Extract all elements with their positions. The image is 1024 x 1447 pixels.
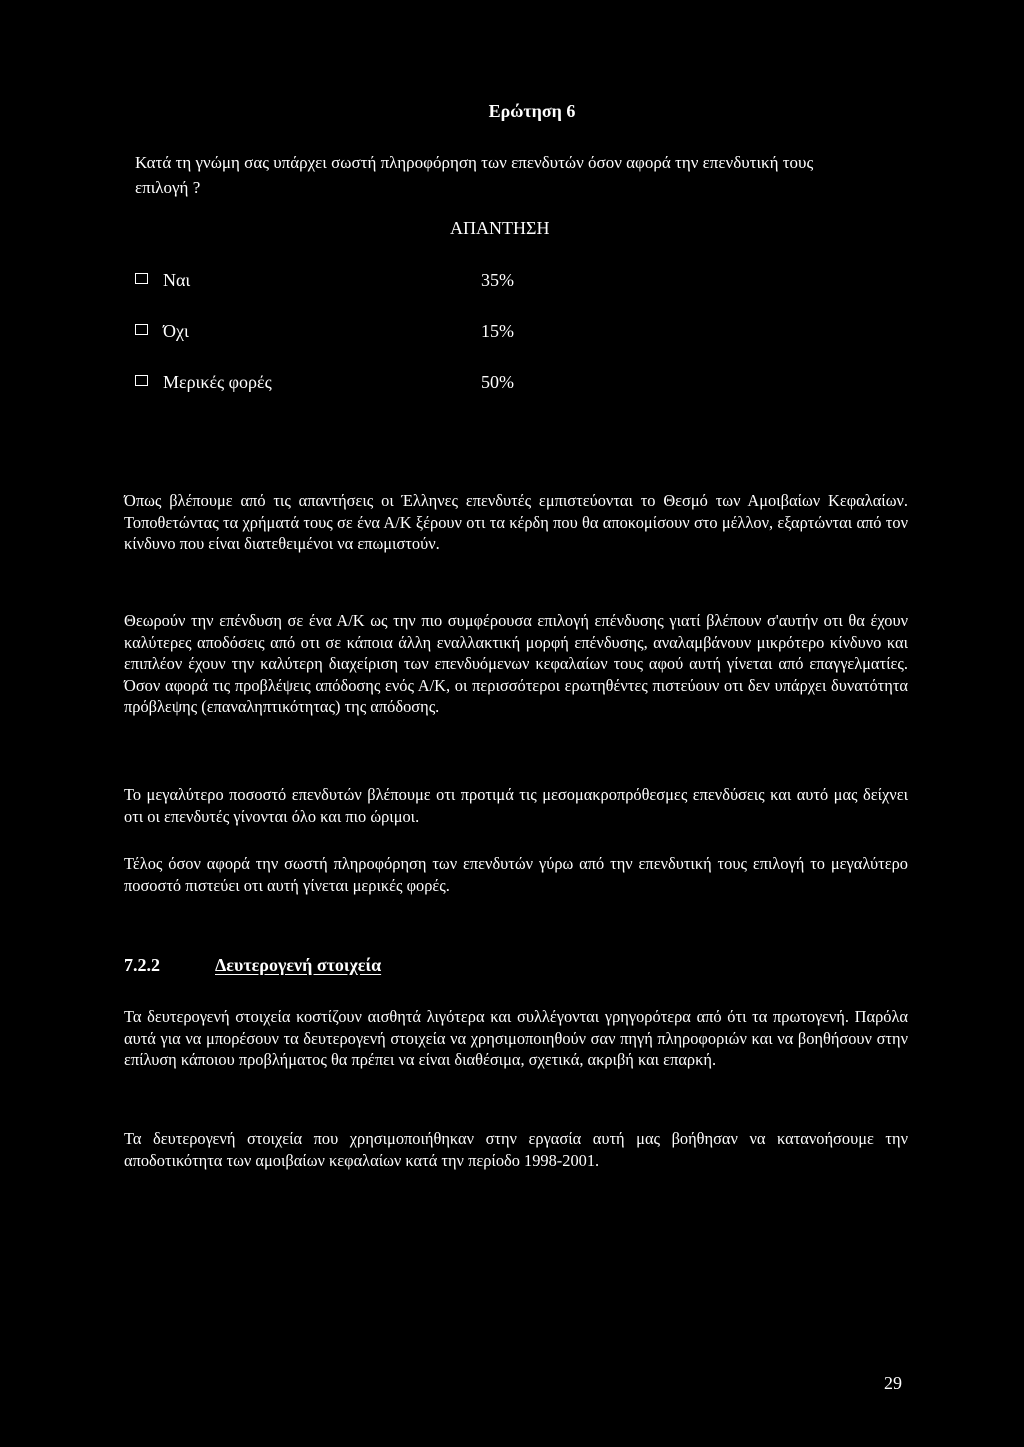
section-title: Δευτερογενή στοιχεία bbox=[215, 955, 382, 975]
option-row-no bbox=[135, 321, 555, 345]
section-paragraph: Τα δευτερογενή στοιχεία κοστίζουν αισθητά λιγότερα και συλλέγονται γρηγορότερα από ότι τα πρωτογενή. Παρόλα αυτά για να μπορέσουν τα δευτερογενή στοιχεία να χρησιμοποιηθούν σαν πηγή πληροφοριών και να βοηθήσουν στην επίλυση κάποιου προβλήματος θα πρέπει να είναι διαθέσιμα, σχετικά, ακριβή και επαρκή. bbox=[124, 1007, 908, 1070]
option-label: Όχι bbox=[163, 321, 189, 341]
checkbox-icon bbox=[135, 273, 148, 284]
body-paragraph: Όπως βλέπουμε από τις απαντήσεις οι Έλληνες επενδυτές εμπιστεύονται το Θεσμό των Αμοιβαίων Κεφαλαίων. Τοποθετώντας τα χρήματά τους σε ένα Α/Κ ξέρουν οτι τα κέρδη που θα αποκομίσουν στο μέλλον, εξαρτώνται από τον κίνδυνο που είναι διατεθειμένοι να επωμιστούν. bbox=[124, 491, 908, 554]
option-percentage: 50% bbox=[481, 372, 514, 392]
option-percentage: 15% bbox=[481, 321, 514, 341]
body-paragraph: Τέλος όσον αφορά την σωστή πληροφόρηση των επενδυτών γύρω από την επενδυτική τους επιλογή το μεγαλύτερο ποσοστό πιστεύει οτι αυτή γίνεται μερικές φορές. bbox=[124, 854, 908, 895]
option-label: Μερικές φορές bbox=[163, 372, 272, 392]
body-paragraph: Το μεγαλύτερο ποσοστό επενδυτών βλέπουμε οτι προτιμά τις μεσομακροπρόθεσμες επενδύσεις και αυτό μας δείχνει οτι οι επενδυτές γίνονται όλο και πιο ώριμοι. bbox=[124, 785, 908, 826]
option-row-yes bbox=[135, 270, 555, 294]
option-label: Ναι bbox=[163, 270, 191, 290]
option-percentage: 35% bbox=[481, 270, 514, 290]
section-number: 7.2.2 bbox=[124, 955, 160, 975]
question-heading: Ερώτηση 6 bbox=[488, 101, 576, 121]
page-number: 29 bbox=[884, 1373, 902, 1393]
option-row-sometimes bbox=[135, 372, 555, 396]
checkbox-icon bbox=[135, 375, 148, 386]
checkbox-icon bbox=[135, 324, 148, 335]
body-paragraph: Θεωρούν την επένδυση σε ένα Α/Κ ως την πιο συμφέρουσα επιλογή επένδυσης γιατί βλέπουν σ'αυτήν οτι θα έχουν καλύτερες αποδόσεις από οτι σε κάποια άλλη εναλλακτική μορφή επένδυσης, αναλαμβάνουν μικρότερο κίνδυνο και επιπλέον έχουν την καλύτερη διαχείριση των επενδυόμενων κεφαλαίων τους αφού αυτή γίνεται από επαγγελματίες. Όσον αφορά τις προβλέψεις απόδοσης ενός Α/Κ, οι περισσότεροι ερωτηθέντες πιστεύουν οτι δεν υπάρχει δυνατότητα πρόβλεψης (επαναληπτικότητας) της απόδοσης. bbox=[124, 611, 908, 717]
answer-header: ΑΠΑΝΤΗΣΗ bbox=[450, 218, 550, 238]
section-paragraph: Τα δευτερογενή στοιχεία που χρησιμοποιήθηκαν στην εργασία αυτή μας βοήθησαν να κατανοήσουμε την αποδοτικότητα των αμοιβαίων κεφαλαίων κατά την περίοδο 1998-2001. bbox=[124, 1129, 908, 1170]
question-text: Κατά τη γνώμη σας υπάρχει σωστή πληροφόρηση των επενδυτών όσον αφορά την επενδυτική τους επιλογή ? bbox=[135, 153, 814, 197]
